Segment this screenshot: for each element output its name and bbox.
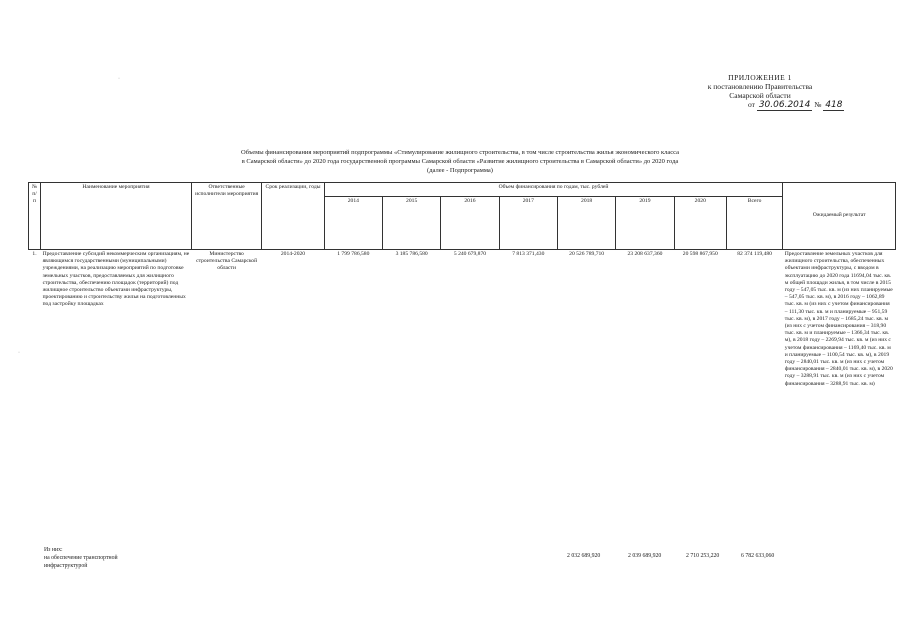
subtotal-value-2020: 2 710 253,220 [686,553,720,559]
subtotal-block [44,546,154,570]
document-title [150,148,770,175]
number-prefix: № [814,100,822,109]
handwritten-date: 30.06.2014 [758,100,811,110]
scan-mark-side: · [18,350,20,356]
header-year-2019: 2019 [616,197,674,250]
date-prefix: от [748,100,755,109]
header-executor: Ответственные исполнители мероприятия [191,183,261,250]
funding-table [28,182,896,582]
row-executor: Министерство строительства Самарской области [196,251,258,272]
row-value-2014: 1 799 786,580 [337,251,370,257]
subtotal-line: на обеспечение транспортной инфраструктурой [44,555,118,569]
scan-mark-top: · [118,76,120,82]
header-year-2020: 2020 [674,197,726,250]
appendix-dateline [640,100,880,110]
header-year-2014: 2014 [324,197,382,250]
row-name: Предоставление субсидий некоммерческим организациям, не являющимся государственными (муниципальными) учреждениями, на реализацию мероприятий по подготовке земельных участков, предоставляемых для жилищного строительства, обеспечению площадок (территорий) под жилищное строительство объектами инфраструктуры, проектированию и строительству жилья на подготовленных под застройку площадках [42,251,190,308]
header-year-2016: 2016 [441,197,499,250]
row-term: 2014-2020 [280,251,306,257]
appendix-title: ПРИЛОЖЕНИЕ 1 [728,73,792,82]
row-value-2020: 20 598 867,950 [682,251,718,257]
appendix-line-1: к постановлению Правительства [707,82,813,91]
header-num: № п/п [29,183,41,250]
row-value-2016: 5 240 679,870 [453,251,487,257]
header-year-2017: 2017 [499,197,557,250]
appendix-line-2: Самарской области [729,91,791,100]
header-year-2018: 2018 [557,197,615,250]
row-value-2018: 20 526 789,710 [569,251,605,257]
subtotal-value-2018: 2 032 689,920 [567,553,601,559]
document-title-line-1: Объемы финансирования мероприятий подпрограммы «Стимулирование жилищного строительства, в том числе строительства жилья экономического класса [241,149,679,156]
handwritten-number: 418 [825,100,843,110]
row-result: Предоставление земельных участков для жилищного строительства, обеспеченных объектами инфраструктуры, с вводом в эксплуатацию до 2020 года 11694,04 тыс. кв. м общей площади жилья, в том числе в 2015 году – 547,05 тыс. кв. м (из них планируемые – 547,05 тыс. кв. м), в 2016 году – 1062,89 тыс. кв. м (из них с учетом финансирования – 111,30 тыс. кв. м и планируемые – 951,59 тыс. кв. м), в 2017 году – 1685,24 тыс. кв. м (из них с учетом финансирования – 318,90 тыс. кв. м и планируемые – 1366,34 тыс. кв. м), в 2018 году – 2269,94 тыс. кв. м (из них с учетом финансирования – 1169,40 тыс. кв. м и планируемые – 1100,54 тыс. кв. м), в 2019 году – 2840,01 тыс. кв. м (из них с учетом финансирования – 2840,01 тыс. кв. м), в 2020 году – 3288,91 тыс. кв. м (из них с учетом финансирования – 3288,91 тыс. кв. м) [784,251,893,387]
header-year-total: Всего [726,197,782,250]
row-value-total: 82 374 119,480 [737,251,772,257]
header-result: Ожидаемый результат [783,183,896,250]
row-num: 1. [32,251,37,257]
row-value-2019: 23 208 637,360 [627,251,663,257]
subtotal-value-total: 6 782 633,060 [741,553,775,559]
header-name: Наименование мероприятия [41,183,192,250]
row-value-2015: 3 185 786,580 [395,251,428,257]
document-title-line-2: в Самарской области» до 2020 года государственной программы Самарской области «Развитие жилищного строительства в Самарской области» до 2020 года [241,158,679,165]
header-funding: Объем финансирования по годам, тыс. рублей [324,183,783,197]
appendix-block [640,73,880,110]
subtotal-label: Из них: [44,547,63,553]
row-value-2017: 7 813 371,430 [512,251,545,257]
document-title-line-3: (далее - Подпрограмма) [427,167,493,174]
header-term: Срок реализации, годы [262,183,324,250]
header-year-2015: 2015 [382,197,440,250]
subtotal-value-2019: 2 039 689,920 [628,553,662,559]
table-row [29,250,896,583]
